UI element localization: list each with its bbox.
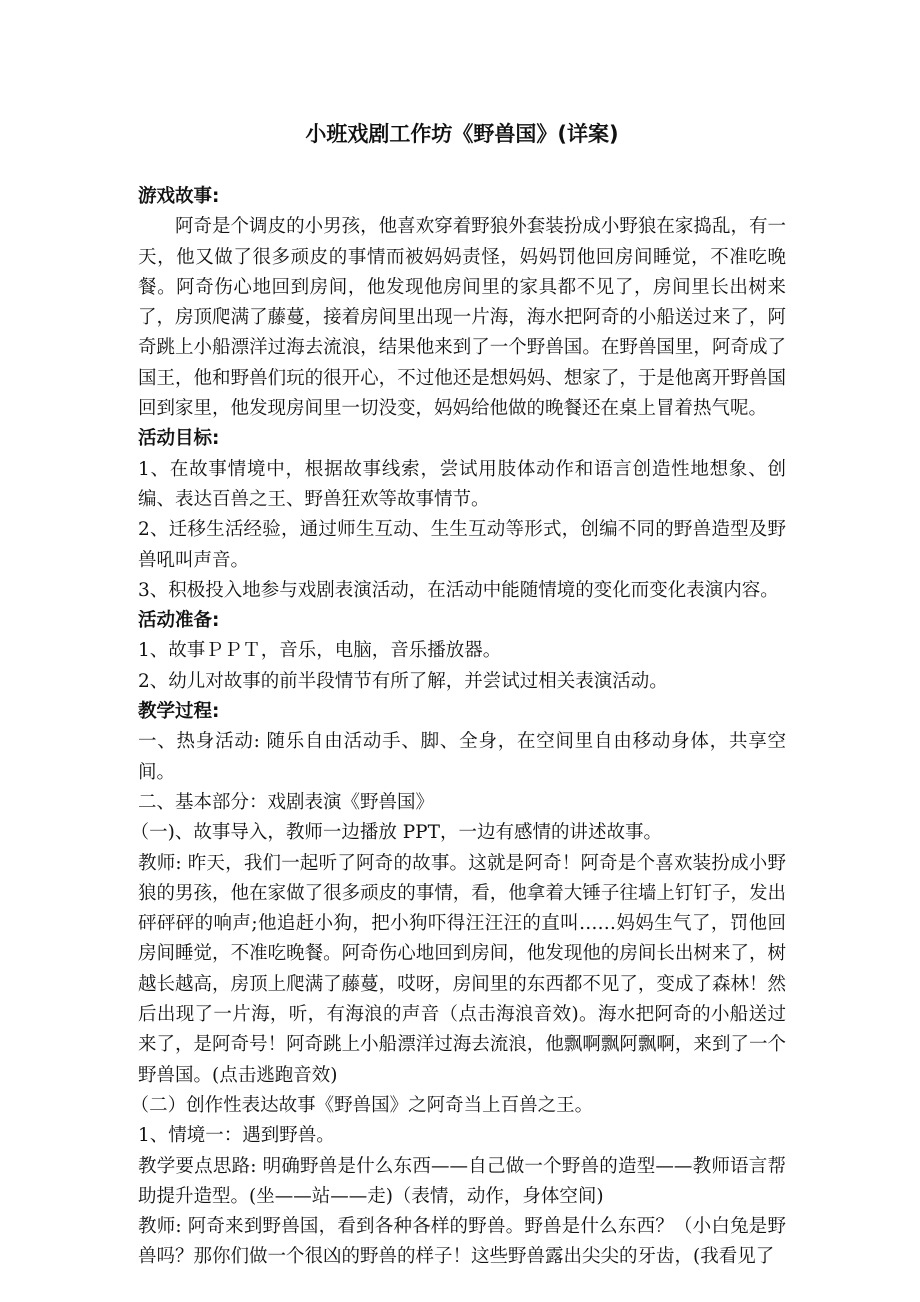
preparation-item-2: 2、幼儿对故事的前半段情节有所了解，并尝试过相关表演活动。 bbox=[138, 670, 668, 692]
story-paragraph: 阿奇是个调皮的小男孩，他喜欢穿着野狼外套装扮成小野狼在家捣乱，有一天，他又做了很多顽皮的事情而被妈妈责怪，妈妈罚他回房间睡觉，不准吃晚餐。阿奇伤心地回到房间，他发现他房间里的家具都不见了，房间里长出树来了，房顶爬满了藤蔓，接着房间里出现一片海，海水把阿奇的小船送过来了，阿奇跳上小船漂洋过海去流浪，结果他来到了一个野兽国。在野兽国里，阿奇成了国王，他和野兽们玩的很开心，不过他还是想妈妈、想家了，于是他离开野兽国回到家里，他发现房间里一切没变，妈妈给他做的晚餐还在桌上冒着热气呢。 bbox=[138, 216, 786, 420]
process-line-4: 教师: 昨天，我们一起听了阿奇的故事。这就是阿奇！阿奇是个喜欢装扮成小野狼的男孩，他在家做了很多顽皮的事情，看，他拿着大锤子往墙上钉钉子，发出砰砰砰的响声;他追赶小狗，把小狗吓得汪汪汪的直叫……妈妈生气了，罚他回房间睡觉，不准吃晚餐。阿奇伤心地回到房间，他发现他的房间长出树来了，树越长越高，房顶上爬满了藤蔓，哎呀，房间里的东西都不见了，变成了森林！然后出现了一片海，听，有海浪的声音（点击海浪音效)。海水把阿奇的小船送过来了，是阿奇号！阿奇跳上小船漂洋过海去流浪，他飘啊飘阿飘啊，来到了一个野兽国。(点击逃跑音效) bbox=[138, 852, 786, 1086]
heading-goals: 活动目标: bbox=[138, 428, 220, 450]
goal-item-1: 1、在故事情境中，根据故事线索，尝试用肢体动作和语言创造性地想象、创编、表达百兽之王、野兽狂欢等故事情节。 bbox=[138, 458, 786, 510]
heading-story: 游戏故事: bbox=[138, 186, 220, 207]
process-line-3: （一)、故事导入，教师一边播放 PPT，一边有感情的讲述故事。 bbox=[130, 822, 662, 844]
process-line-8: 教师: 阿奇来到野兽国，看到各种各样的野兽。野兽是什么东西？（小白兔是野兽吗？那你们做一个很凶的野兽的样子！这些野兽露出尖尖的牙齿，(我看见了 bbox=[138, 1216, 786, 1268]
heading-process: 教学过程: bbox=[138, 701, 220, 723]
heading-preparation: 活动准备: bbox=[138, 610, 220, 632]
preparation-item-1: 1、故事ＰＰＴ，音乐，电脑，音乐播放器。 bbox=[138, 640, 502, 662]
document-body bbox=[130, 118, 786, 1273]
goal-item-2: 2、迁移生活经验，通过师生互动、生生互动等形式，创编不同的野兽造型及野兽吼叫声音。 bbox=[138, 519, 786, 571]
process-line-5: （二）创作性表达故事《野兽国》之阿奇当上百兽之王。 bbox=[130, 1094, 594, 1116]
process-line-7: 教学要点思路: 明确野兽是什么东西——自己做一个野兽的造型——教师语言帮助提升造型。(坐——站——走)（表情，动作，身体空间) bbox=[138, 1155, 786, 1207]
process-line-6: 1、情境一：遇到野兽。 bbox=[138, 1125, 335, 1147]
goal-item-3: 3、积极投入地参与戏剧表演活动，在活动中能随情境的变化而变化表演内容。 bbox=[138, 579, 779, 601]
process-line-1: 一、热身活动: 随乐自由活动手、脚、全身，在空间里自由移动身体，共享空间。 bbox=[138, 731, 786, 783]
document-title: 小班戏剧工作坊《野兽国》(详案) bbox=[305, 122, 619, 146]
process-line-2: 二、基本部分：戏剧表演《野兽国》 bbox=[138, 791, 435, 813]
